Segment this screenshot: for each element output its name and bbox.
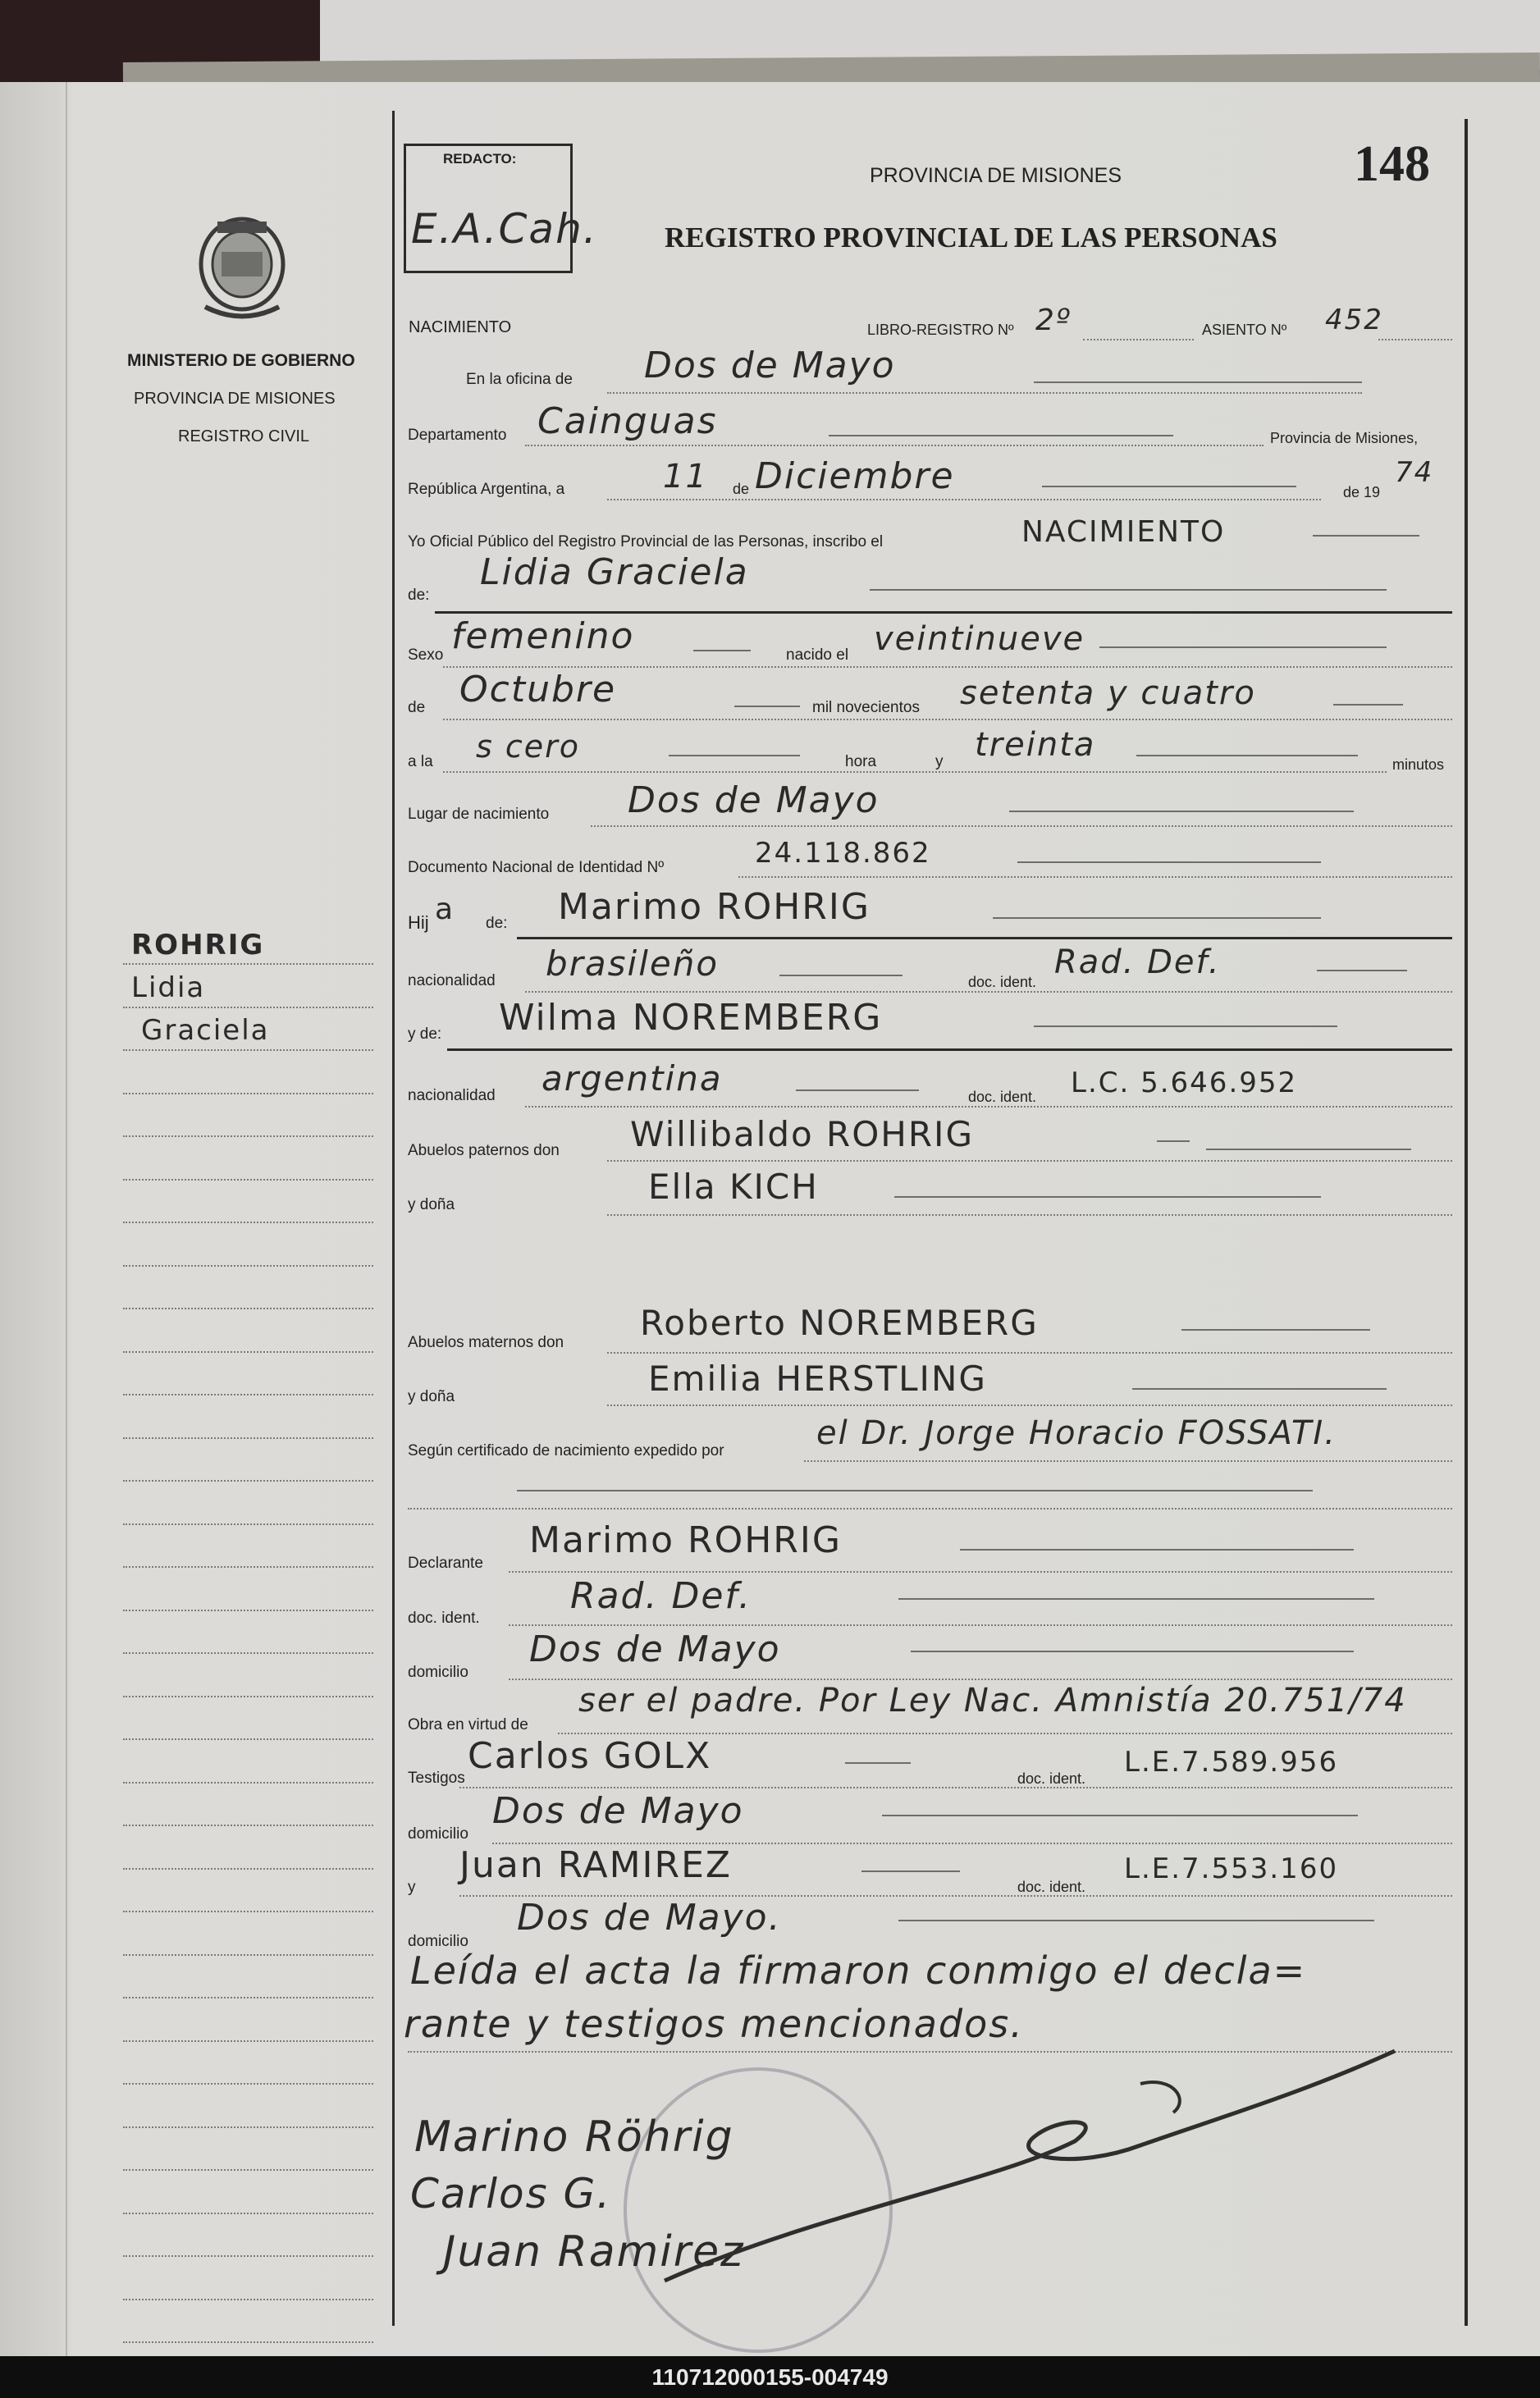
strike-dash <box>796 1089 919 1091</box>
margin-note-first-name: Lidia <box>131 971 206 1004</box>
margin-note-middle-name: Graciela <box>141 1014 270 1047</box>
dotted-rule <box>443 719 1452 720</box>
strike-dash <box>845 1762 911 1764</box>
domicilio2-label: domicilio <box>408 1825 468 1843</box>
margin-ruled-line <box>123 1825 373 1826</box>
obra-label: Obra en virtud de <box>408 1716 528 1733</box>
signature-declarante: Marino Röhrig <box>414 2113 734 2162</box>
dotted-rule <box>1378 339 1452 340</box>
strike-dash <box>1317 970 1407 971</box>
mes-value: Diciembre <box>755 455 955 497</box>
anio-nac-value: setenta y cuatro <box>960 674 1256 712</box>
nac1-label: nacionalidad <box>408 972 496 989</box>
oficina-label: En la oficina de <box>466 371 573 388</box>
margin-ruled-line <box>123 2213 373 2214</box>
margin-ruled-line <box>123 1394 373 1395</box>
doc1-label: doc. ident. <box>968 974 1037 990</box>
strike-dash <box>779 975 903 976</box>
margin-ruled-line <box>123 1351 373 1353</box>
departamento-value: Cainguas <box>537 400 718 442</box>
strike-dash <box>1206 1149 1411 1150</box>
nac2-value: argentina <box>542 1058 723 1099</box>
mes-nac-label: de <box>408 699 426 716</box>
strike-dash <box>517 1490 1313 1491</box>
heavy-rule <box>517 937 1452 939</box>
margin-ruled-line <box>123 2341 373 2343</box>
margin-ruled-line <box>123 1135 373 1137</box>
margin-ruled-line <box>123 1007 373 1008</box>
anio-value: 74 <box>1395 456 1434 489</box>
strike-dash <box>898 1598 1374 1600</box>
provincia-suffix: Provincia de Misiones, <box>1270 430 1419 446</box>
margin-note-surname: ROHRIG <box>131 929 265 961</box>
yde-label: y de: <box>408 1025 442 1043</box>
archive-id-bar <box>0 2356 1540 2398</box>
strike-dash <box>1034 1025 1337 1027</box>
strike-dash <box>1017 861 1321 863</box>
abp-value: Willibaldo ROHRIG <box>630 1114 974 1154</box>
doc2-value: L.C. 5.646.952 <box>1071 1067 1298 1099</box>
doct2-value: L.E.7.553.160 <box>1124 1852 1339 1885</box>
testigo1-value: Carlos GOLX <box>468 1735 712 1777</box>
margin-ruled-line <box>123 1523 373 1525</box>
certificado-value: el Dr. Jorge Horacio FOSSATI. <box>816 1414 1337 1452</box>
strike-dash <box>870 589 1387 591</box>
minutos-label: minutos <box>1392 756 1445 773</box>
oficina-value: Dos de Mayo <box>644 345 896 386</box>
heavy-rule <box>435 611 1452 614</box>
margin-ruled-line <box>123 1179 373 1181</box>
mil-label: mil novecientos <box>812 699 920 716</box>
nac1-value: brasileño <box>546 943 720 984</box>
closing-text-line2: rante y testigos mencionados. <box>404 2002 1024 2046</box>
asiento-value: 452 <box>1325 304 1383 336</box>
margin-ruled-line <box>123 1738 373 1740</box>
strike-dash <box>1157 1140 1190 1142</box>
nacimiento-label: NACIMIENTO <box>409 318 512 336</box>
closing-text-line1: Leída el acta la firmaron conmigo el decla= <box>410 1948 1307 1993</box>
de-label: de <box>733 481 750 497</box>
register-page <box>0 82 1540 2356</box>
margin-ruled-line <box>123 1954 373 1956</box>
margin-ruled-line <box>123 1610 373 1611</box>
doct1-label: doc. ident. <box>1017 1770 1086 1787</box>
margin-ruled-line <box>123 1480 373 1482</box>
margin-ruled-line <box>123 1437 373 1439</box>
dni-value: 24.118.862 <box>755 837 931 870</box>
sexo-value: femenino <box>451 615 635 657</box>
hijo-suffix: a <box>435 893 455 926</box>
asiento-label: ASIENTO Nº <box>1202 322 1287 338</box>
de-name-label: de: <box>408 587 430 604</box>
dotted-rule <box>525 991 1452 993</box>
inscribo-label: Yo Oficial Público del Registro Provincial de las Personas, inscribo el <box>408 533 884 550</box>
mother-name-value: Wilma NOREMBERG <box>499 997 883 1039</box>
testigo2-value: Juan RAMIREZ <box>459 1844 733 1886</box>
strike-dash <box>1333 704 1403 706</box>
heavy-rule <box>447 1048 1452 1051</box>
dotted-rule <box>804 1460 1452 1462</box>
margin-ruled-line <box>123 2083 373 2085</box>
dotted-rule <box>443 666 1452 668</box>
inscribo-value: NACIMIENTO <box>1021 515 1226 549</box>
strike-dash <box>1034 381 1362 383</box>
domicilio3-label: domicilio <box>408 1933 468 1950</box>
testigos-label: Testigos <box>408 1770 465 1787</box>
strike-dash <box>1132 1388 1387 1390</box>
registry-label: REGISTRO CIVIL <box>178 427 310 445</box>
strike-dash <box>669 755 800 756</box>
domicilio2-value: Dos de Mayo <box>492 1790 744 1832</box>
margin-ruled-line <box>123 2040 373 2042</box>
departamento-label: Departamento <box>408 427 507 444</box>
father-name-value: Marimo ROHRIG <box>558 886 871 928</box>
dotted-rule <box>525 1106 1452 1108</box>
nacido-label: nacido el <box>786 646 849 664</box>
strike-dash <box>1042 486 1296 487</box>
strike-dash <box>1313 535 1419 537</box>
declarante-label: Declarante <box>408 1555 483 1572</box>
hijo-label: Hij <box>408 912 429 933</box>
dotted-rule <box>738 876 1452 878</box>
hora-value: s cero <box>476 729 581 765</box>
dotted-rule <box>591 825 1452 827</box>
registry-title: REGISTRO PROVINCIAL DE LAS PERSONAS <box>665 222 1277 254</box>
strike-dash <box>1181 1329 1370 1331</box>
dotted-rule <box>607 1352 1452 1354</box>
libro-value: 2º <box>1035 304 1072 337</box>
mes-nac-value: Octubre <box>459 669 617 710</box>
doc2-label: doc. ident. <box>968 1089 1037 1105</box>
lugar-label: Lugar de nacimiento <box>408 806 550 823</box>
province-label-left: PROVINCIA DE MISIONES <box>134 390 336 408</box>
strike-dash <box>898 1920 1374 1921</box>
margin-ruled-line <box>123 2169 373 2171</box>
nac2-label: nacionalidad <box>408 1087 496 1104</box>
lugar-value: Dos de Mayo <box>628 779 880 821</box>
strike-dash <box>894 1196 1321 1198</box>
redacto-label: REDACTO: <box>443 151 517 167</box>
margin-ruled-line <box>123 2255 373 2257</box>
strike-dash <box>882 1815 1358 1816</box>
dia-value: 11 <box>663 458 708 496</box>
left-column-rule <box>392 111 395 2326</box>
domicilio1-label: domicilio <box>408 1664 468 1681</box>
child-name-value: Lidia Graciela <box>480 551 749 593</box>
anio-label: de 19 <box>1343 484 1381 500</box>
margin-ruled-line <box>123 1566 373 1568</box>
hora-label: hora <box>845 753 877 770</box>
signature-testigo1: Carlos G. <box>410 2170 612 2218</box>
obra-value: ser el padre. Por Ley Nac. Amnistía 20.751/74 <box>578 1682 1407 1720</box>
hijo-de-label: de: <box>486 915 508 932</box>
minutos-value: treinta <box>975 726 1096 764</box>
dotted-rule <box>607 1214 1452 1216</box>
docdecl-label: doc. ident. <box>408 1610 480 1627</box>
strike-dash <box>734 706 800 707</box>
strike-dash <box>1136 755 1358 756</box>
doc1-value: Rad. Def. <box>1054 943 1221 981</box>
strike-dash <box>993 917 1321 919</box>
margin-ruled-line <box>123 1652 373 1654</box>
margin-ruled-line <box>123 1997 373 1998</box>
dotted-rule <box>408 1508 1452 1510</box>
abm-label: Abuelos maternos don <box>408 1334 564 1351</box>
margin-ruled-line <box>123 1911 373 1912</box>
doct1-value: L.E.7.589.956 <box>1124 1746 1339 1779</box>
dotted-rule <box>525 445 1264 446</box>
domicilio3-value: Dos de Mayo. <box>517 1897 782 1939</box>
signature-testigo2: Juan Ramirez <box>443 2227 745 2277</box>
abm-value: Roberto NOREMBERG <box>640 1303 1039 1343</box>
sexo-label: Sexo <box>408 646 444 664</box>
strike-dash <box>693 650 751 651</box>
dotted-rule <box>509 1571 1452 1573</box>
province-header: PROVINCIA DE MISIONES <box>870 164 1122 187</box>
page-number: 148 <box>1354 136 1430 192</box>
margin-ruled-line <box>123 1782 373 1784</box>
strike-dash <box>1009 811 1354 812</box>
coat-of-arms-icon <box>189 215 295 328</box>
dotted-rule <box>443 771 1387 773</box>
redacto-initials: E.A.Cah. <box>411 205 598 253</box>
margin-ruled-line <box>123 2299 373 2300</box>
ydona1-label: y doña <box>408 1196 455 1213</box>
dotted-rule <box>459 1787 1452 1788</box>
dotted-rule <box>1083 339 1194 340</box>
abm2-value: Emilia HERSTLING <box>648 1359 987 1399</box>
margin-ruled-line <box>123 1868 373 1870</box>
doct2-label: doc. ident. <box>1017 1879 1086 1895</box>
certificado-label: Según certificado de nacimiento expedido por <box>408 1442 724 1459</box>
redacto-box <box>404 144 598 273</box>
dotted-rule <box>607 1160 1452 1162</box>
margin-ruled-line <box>123 1696 373 1697</box>
abp-label: Abuelos paternos don <box>408 1142 560 1159</box>
dotted-rule <box>509 1679 1452 1680</box>
margin-ruled-line <box>123 1308 373 1309</box>
nacido-value: veintinueve <box>874 620 1085 658</box>
dni-label: Documento Nacional de Identidad Nº <box>408 859 665 876</box>
docdecl-value: Rad. Def. <box>570 1575 752 1617</box>
strike-dash <box>861 1870 960 1872</box>
strike-dash <box>911 1651 1354 1652</box>
strike-dash <box>1099 646 1387 648</box>
abp2-value: Ella KICH <box>648 1167 819 1207</box>
margin-ruled-line <box>123 1265 373 1267</box>
ministry-label: MINISTERIO DE GOBIERNO <box>127 351 355 370</box>
margin-ruled-line <box>123 2126 373 2128</box>
margin-ruled-line <box>123 1093 373 1094</box>
dotted-rule <box>509 1624 1452 1626</box>
libro-label: LIBRO-REGISTRO Nº <box>867 322 1014 338</box>
dotted-rule <box>607 392 1362 394</box>
strike-dash <box>829 435 1173 436</box>
declarante-value: Marimo ROHRIG <box>529 1519 842 1561</box>
y2-label: y <box>408 1879 416 1896</box>
ala-label: a la <box>408 753 433 770</box>
dotted-rule <box>607 1405 1452 1406</box>
strike-dash <box>960 1549 1354 1551</box>
domicilio1-value: Dos de Mayo <box>529 1628 781 1670</box>
right-column-rule <box>1465 119 1468 2326</box>
archive-id: 110712000155-004749 <box>651 2364 889 2390</box>
margin-ruled-line <box>123 963 373 965</box>
binding-margin <box>66 82 67 2356</box>
dotted-rule <box>558 1733 1452 1734</box>
ydona2-label: y doña <box>408 1388 455 1405</box>
margin-ruled-line <box>123 1222 373 1223</box>
y-label: y <box>935 753 944 770</box>
republica-label: República Argentina, a <box>408 481 565 498</box>
officer-signature <box>648 2002 1436 2297</box>
margin-ruled-line <box>123 1049 373 1051</box>
dotted-rule <box>607 499 1321 500</box>
